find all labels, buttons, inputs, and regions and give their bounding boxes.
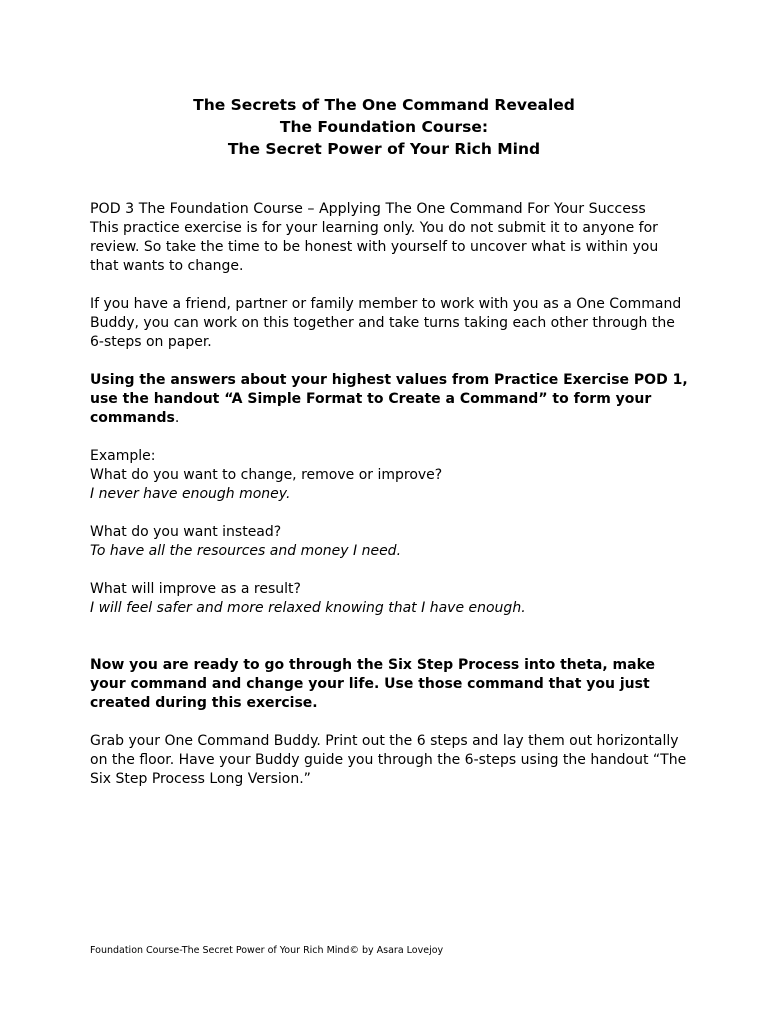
intro-paragraph: This practice exercise is for your learning only. You do not submit it to anyone for review. So take the time to be honest with yourself to uncover what is within you that wants to change.	[90, 220, 659, 274]
page-footer: Foundation Course-The Secret Power of Your Rich Mind© by Asara Lovejoy	[90, 945, 444, 956]
title-line-3: The Secret Power of Your Rich Mind	[227, 140, 541, 158]
example-question-3: What will improve as a result?	[90, 581, 301, 597]
ready-paragraph: Now you are ready to go through the Six Step Process into theta, make your command and change your life. Use those command that you just created during this exercise.	[90, 657, 656, 711]
buddy-paragraph: If you have a friend, partner or family member to work with you as a One Command Buddy, you can work on this together and take turns taking each other through the 6-steps on paper.	[90, 296, 682, 350]
example-label: Example:	[90, 448, 156, 464]
document-body	[90, 200, 690, 789]
instruction-paragraph	[90, 371, 690, 428]
document-title	[0, 94, 768, 160]
instruction-end-text: .	[174, 410, 180, 426]
section-heading: POD 3 The Foundation Course – Applying The One Command For Your Success	[90, 201, 646, 217]
title-line-2: The Foundation Course:	[279, 118, 489, 136]
example-question-1: What do you want to change, remove or improve?	[90, 467, 443, 483]
example-answer-2: To have all the resources and money I need.	[90, 543, 402, 559]
example-question-2: What do you want instead?	[90, 524, 282, 540]
grab-buddy-paragraph: Grab your One Command Buddy. Print out the 6 steps and lay them out horizontally on the floor. Have your Buddy guide you through the 6-steps using the handout “The Six Step Process Long Version.”	[90, 733, 687, 787]
title-line-1: The Secrets of The One Command Revealed	[193, 96, 575, 114]
example-answer-3: I will feel safer and more relaxed knowing that I have enough.	[90, 600, 526, 616]
example-answer-1: I never have enough money.	[90, 486, 291, 502]
instruction-bold-text: Using the answers about your highest values from Practice Exercise POD 1, use the handout “A Simple Format to Create a Command” to form your commands	[90, 372, 688, 426]
